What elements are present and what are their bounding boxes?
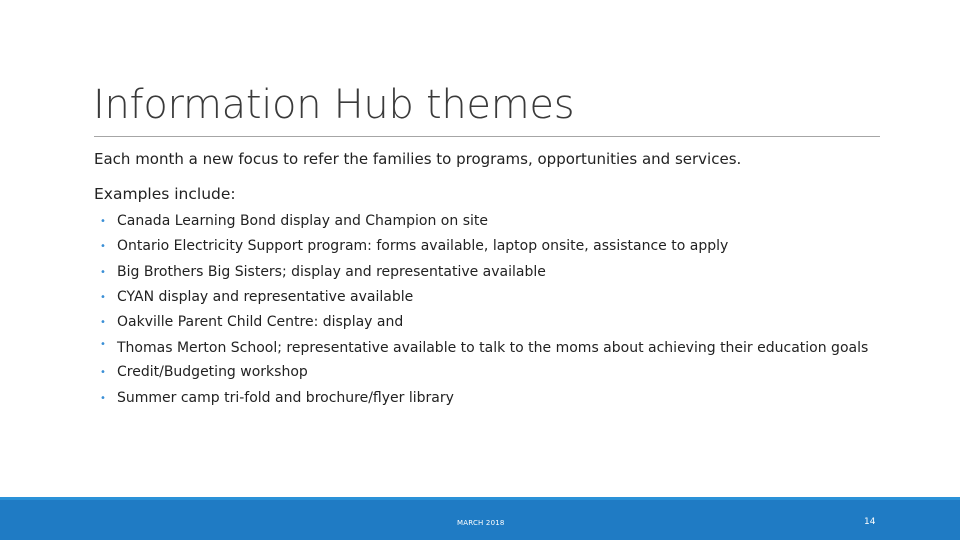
list-item [100,360,870,385]
title-divider [94,136,880,137]
bullet-icon: • [100,266,106,278]
list-item [100,310,870,335]
list-item [100,260,870,285]
list-item-text: Big Brothers Big Sisters; display and representative available [117,263,546,280]
bullet-icon: • [100,317,106,329]
list-item [100,209,870,234]
examples-label: Examples include: [94,185,236,203]
list-item [100,234,870,259]
bullet-icon: • [100,367,106,379]
slide-title: Information Hub themes [93,82,575,128]
footer-date: MARCH 2018 [457,519,505,527]
footer-bar [0,497,960,540]
list-item-text: Thomas Merton School; representative available to talk to the moms about achieving their education goals [117,340,869,357]
list-item-text: Ontario Electricity Support program: forms available, laptop onsite, assistance to apply [117,238,729,255]
list-item-text: Summer camp tri-fold and brochure/flyer library [117,389,454,406]
intro-text: Each month a new focus to refer the families to programs, opportunities and services. [94,150,742,168]
list-item-text: CYAN display and representative available [117,288,414,305]
bullet-icon: • [100,241,106,253]
list-item [100,335,870,360]
list-item [100,386,870,411]
page-number: 14 [864,517,876,527]
list-item [100,285,870,310]
list-item-text: Oakville Parent Child Centre: display and [117,314,404,331]
bullet-icon: • [100,216,106,227]
list-item-text: Credit/Budgeting workshop [117,364,308,381]
footer-accent-line [0,497,960,500]
bullet-icon: • [100,392,106,404]
bullet-icon: • [100,339,106,351]
list-item-text: Canada Learning Bond display and Champion on site [117,213,488,229]
bullet-icon: • [100,291,106,303]
examples-list [100,209,870,411]
